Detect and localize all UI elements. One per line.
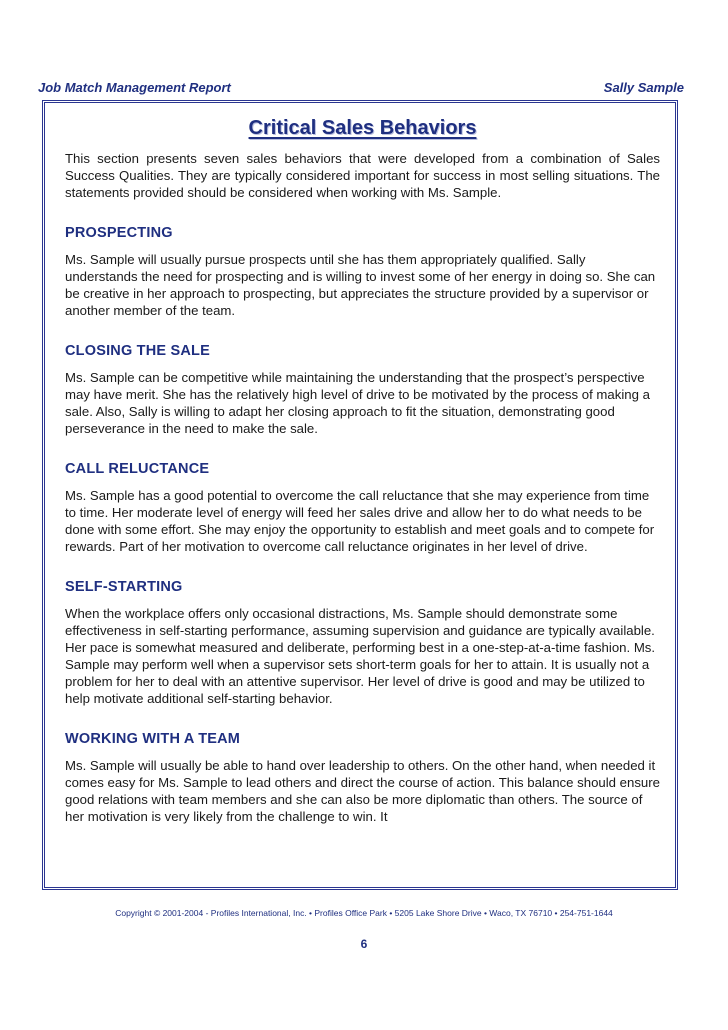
section-body: When the workplace offers only occasional distractions, Ms. Sample should demonstrate some effectiveness in self-starting performance, assuming supervision and guidance are typically available. Her pace is somewhat measured and deliberate, performing best in a one-step-at-a-time fashion. Ms. Sample may perform well when a supervisor sets short-term goals for her to attain. It is usually not a problem for her to deal with an attentive supervisor. Her level of drive is good and may be utilized to help motivate additional self-starting behavior.	[65, 606, 656, 706]
intro-paragraph: This section presents seven sales behaviors that were developed from a combination of Sales Success Qualities. They are typically considered important for success in most selling situations. The statements provided should be considered when working with Ms. Sample.	[65, 151, 660, 200]
section-working-with-a-team	[65, 731, 660, 825]
section-closing-the-sale	[65, 343, 660, 437]
content	[65, 103, 660, 849]
section-body: Ms. Sample has a good potential to overcome the call reluctance that she may experience from time to time. Her moderate level of energy will feed her sales drive and allow her to do what needs to be done with some effort. She may enjoy the opportunity to establish and meet goals and to compete for rewards. Part of her motivation to overcome call reluctance originates in her level of drive.	[65, 488, 655, 554]
section-body: Ms. Sample will usually pursue prospects until she has them appropriately qualified. Sally understands the need for prospecting and is willing to invest some of her energy in doing so. She can be creative in her approach to prospecting, but appreciates the structure provided by a supervisor or another member of the team.	[65, 252, 656, 318]
copyright-footer: Copyright © 2001-2004 - Profiles International, Inc. • Profiles Office Park • 5205 Lake Shore Drive • Waco, TX 76710 • 254-751-1644	[115, 908, 613, 918]
section-self-starting	[65, 579, 660, 707]
section-heading: PROSPECTING	[65, 225, 173, 241]
content-frame	[42, 100, 678, 890]
page-number: 6	[360, 937, 368, 951]
report-header	[38, 80, 684, 98]
report-title: Job Match Management Report	[38, 80, 231, 95]
section-body: Ms. Sample will usually be able to hand over leadership to others. On the other hand, when needed it comes easy for Ms. Sample to lead others and direct the course of action. This balance should ensure good relations with team members and she can also be more diplomatic than others. The source of her motivation is very likely from the challenge to win. It	[65, 758, 660, 824]
section-heading: WORKING WITH A TEAM	[65, 731, 241, 747]
section-body: Ms. Sample can be competitive while maintaining the understanding that the prospect’s perspective may have merit. She has the relatively high level of drive to be motivated by the process of making a sale. Also, Sally is willing to adapt her closing approach to fit the situation, demonstrating good perseverance in the need to make the sale.	[65, 370, 650, 436]
subject-name: Sally Sample	[603, 80, 684, 95]
section-prospecting	[65, 225, 660, 319]
section-heading: SELF-STARTING	[65, 579, 183, 595]
section-heading: CLOSING THE SALE	[65, 343, 210, 359]
section-heading: CALL RELUCTANCE	[65, 461, 210, 477]
section-call-reluctance	[65, 461, 660, 555]
page-title: Critical Sales Behaviors	[248, 117, 477, 139]
